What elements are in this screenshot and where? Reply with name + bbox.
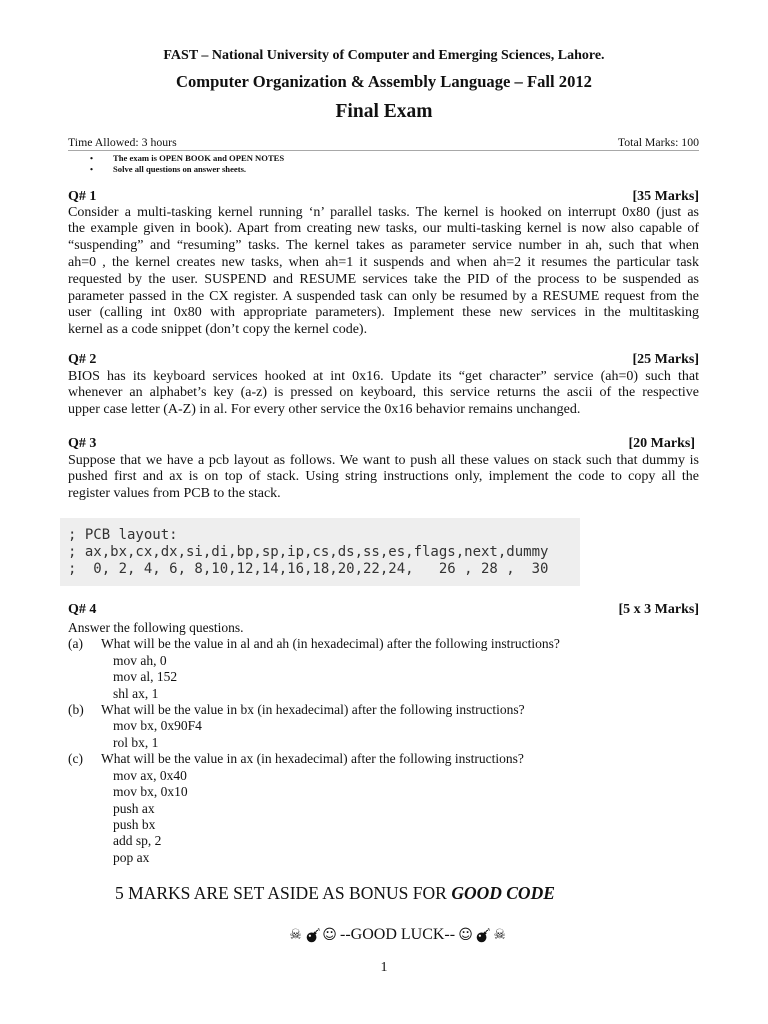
code-line: ; ax,bx,cx,dx,si,di,bp,sp,ip,cs,ds,ss,es,flags,next,dummy [68,544,549,560]
part-label: (b) [68,701,84,717]
total-marks: Total Marks: 100 [617,135,699,149]
part-label: (a) [68,636,83,652]
part-c [68,751,708,767]
question-label: Q# 3 [68,436,97,451]
text-line: Consider a multi-tasking kernel running ‘n’ parallel tasks. The kernel is hooked on interrupt 0x80 (just as [68,204,699,220]
text-line: Suppose that we have a pcb layout as follows. We want to push all these values on stack such that dummy is [68,452,699,468]
question-marks: [35 Marks] [632,189,699,204]
good-luck-line [287,925,508,945]
question-3-header [68,436,695,452]
question-intro: Answer the following questions. [68,619,244,635]
part-question: What will be the value in al and ah (in hexadecimal) after the following instructions? [101,636,560,652]
text-line: whenever an alphabet’s key (a-z) is pressed on keyboard, this service returns the ascii of the respective [68,385,699,401]
text-line: parameter passed in the CX register. A suspended task can only be resumed by a RESUME request from the [68,288,699,304]
bomb-icon [474,925,491,945]
text-line: requested by the user. SUSPEND and RESUME services take the PID of the process to be suspended as [68,271,699,287]
text-line: the example given in book). Apart from creating new tasks, our multi-tasking kernel is now also capable of [68,221,699,237]
question-label: Q# 2 [68,352,97,367]
instruction-item [68,153,488,164]
bullet-icon: • [90,153,94,163]
question-label: Q# 4 [68,602,97,617]
bonus-text: 5 MARKS ARE SET ASIDE AS BONUS FOR [115,883,447,903]
code-line: rol bx, 1 [113,734,159,750]
smiley-icon: ☺ [458,927,473,943]
question-marks: [5 x 3 Marks] [618,602,699,617]
exam-title: Final Exam [335,101,433,122]
question-4-header [68,602,699,618]
text-line: upper case letter (A-Z) in al. For every other service the 0x16 behavior remains unchanged. [68,402,581,418]
part-b [68,702,708,718]
question-marks: [25 Marks] [632,352,699,367]
exam-meta-row [68,134,699,150]
code-line: mov bx, 0x90F4 [113,718,202,734]
code-line: mov ax, 0x40 [113,767,187,783]
instruction-text: The exam is OPEN BOOK and OPEN NOTES [113,153,285,163]
question-1-header [68,189,699,205]
question-1-text [68,205,699,339]
bonus-note [115,883,555,903]
question-label: Q# 1 [68,189,97,204]
bomb-icon [304,925,321,945]
bonus-emphasis: GOOD CODE [451,883,555,903]
pcb-layout-code-block [60,518,580,586]
code-line: ; PCB layout: [68,527,178,543]
question-4-body [68,620,708,867]
text-line: “suspending” and “resuming” tasks. The kernel takes as parameter service number in ah, such that when [68,238,699,254]
code-line: mov ah, 0 [113,652,167,668]
part-a [68,636,708,652]
text-line: register values from PCB to the stack. [68,486,281,502]
code-line: push ax [113,800,155,816]
page-number: 1 [380,960,388,975]
good-luck-text: --GOOD LUCK-- [340,926,456,943]
smiley-icon: ☺ [322,927,337,943]
instructions-list [68,153,488,175]
code-line: shl ax, 1 [113,685,159,701]
part-label: (c) [68,751,83,767]
skull-icon: ☠ [289,927,302,943]
question-2-text [68,369,699,419]
part-question: What will be the value in ax (in hexadecimal) after the following instructions? [101,751,524,767]
text-line: ah=0 , the kernel creates new tasks, when ah=1 it suspends and when ah=2 it resumes the particular task [68,254,699,270]
bullet-icon: • [90,164,94,174]
code-line: push bx [113,817,156,833]
text-line: BIOS has its keyboard services hooked at int 0x16. Update its “get character” service (ah=0) such that [68,368,699,384]
code-line: ; 0, 2, 4, 6, 8,10,12,14,16,18,20,22,24, 26 , 28 , 30 [68,561,549,577]
code-line: add sp, 2 [113,833,162,849]
instruction-item [68,164,488,175]
text-line: user (calling int 0x80 with appropriate parameters). Implement these new services in the multitasking [68,305,699,321]
question-2-header [68,352,699,368]
header-divider [68,150,699,151]
part-question: What will be the value in bx (in hexadecimal) after the following instructions? [101,701,525,717]
question-3-text [68,453,699,503]
code-line: mov al, 152 [113,669,178,685]
text-line: pushed first and ax is on top of stack. Using string instructions only, implement the code to copy all the [68,469,699,485]
course-title: Computer Organization & Assembly Language – Fall 2012 [176,72,592,91]
question-marks: [20 Marks] [628,436,695,451]
code-line: mov bx, 0x10 [113,784,188,800]
skull-icon: ☠ [493,927,506,943]
code-line: pop ax [113,849,150,865]
time-allowed: Time Allowed: 3 hours [68,135,177,149]
institution-title: FAST – National University of Computer and Emerging Sciences, Lahore. [163,48,605,63]
text-line: kernel as a code snippet (don’t copy the kernel code). [68,322,368,338]
instruction-text: Solve all questions on answer sheets. [113,164,247,174]
